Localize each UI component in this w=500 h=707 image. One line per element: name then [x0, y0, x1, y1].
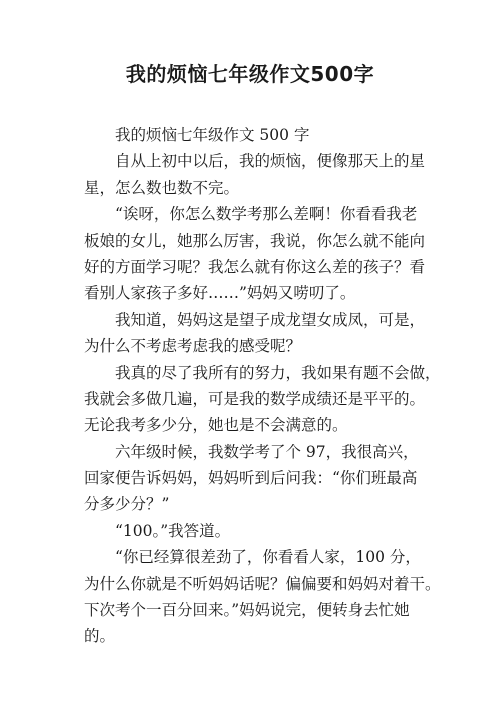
paragraph	[84, 439, 476, 518]
paragraph-line: 分多少分？”	[84, 495, 170, 514]
paragraph-line: 回家便告诉妈妈，妈妈听到后问我：“你们班最高	[84, 469, 418, 488]
paragraph	[84, 122, 476, 148]
paragraph-line: 为什么不考虑考虑我的感受呢？	[84, 337, 302, 356]
paragraph-line: 自从上初中以后，我的烦恼，便像那天上的星	[115, 152, 426, 171]
paragraph-line: 的。	[84, 627, 116, 646]
paragraph-line: 我真的尽了我所有的努力，我如果有题不会做，	[115, 363, 441, 382]
paragraph	[84, 201, 476, 307]
paragraph-line: “诶呀，你怎么数学考那么差啊！你看看我老	[115, 205, 418, 224]
paragraph-line: 看别人家孩子多好……”妈妈又唠叨了。	[84, 284, 356, 303]
paragraph-line: “100。”我答道。	[115, 521, 231, 540]
page-title: 我的烦恼七年级作文500字	[125, 62, 375, 86]
paragraph-line: 我的烦恼七年级作文 500 字	[115, 126, 310, 144]
paragraph	[84, 544, 476, 650]
paragraph-line: 无论我考多少分，她也是不会满意的。	[84, 416, 348, 435]
paragraph-line: 我就会多做几遍，可是我的数学成绩还是平平的。	[84, 389, 426, 408]
paragraph-line: 为什么你就是不听妈妈话呢？偏偏要和妈妈对着干。	[84, 574, 441, 593]
paragraph-line: 好的方面学习呢？我怎么就有你这么差的孩子？看	[84, 257, 426, 276]
paragraph-line: 六年级时候，我数学考了个 97，我很高兴，	[115, 442, 419, 461]
paragraph-line: 我知道，妈妈这是望子成龙望女成凤，可是，	[115, 310, 426, 329]
paragraph	[84, 518, 476, 544]
paragraph-line: 星，怎么数也数不完。	[84, 178, 240, 197]
paragraph-line: 板娘的女儿，她那么厉害，我说，你怎么就不能向	[84, 231, 426, 250]
paragraph-line: 下次考个一百分回来。”妈妈说完，便转身去忙她	[84, 601, 410, 620]
paragraph	[84, 148, 476, 201]
paragraph-line: “你已经算很差劲了，你看看人家，100 分，	[115, 548, 421, 567]
article-body	[84, 122, 476, 650]
paragraph	[84, 360, 476, 439]
paragraph	[84, 307, 476, 360]
